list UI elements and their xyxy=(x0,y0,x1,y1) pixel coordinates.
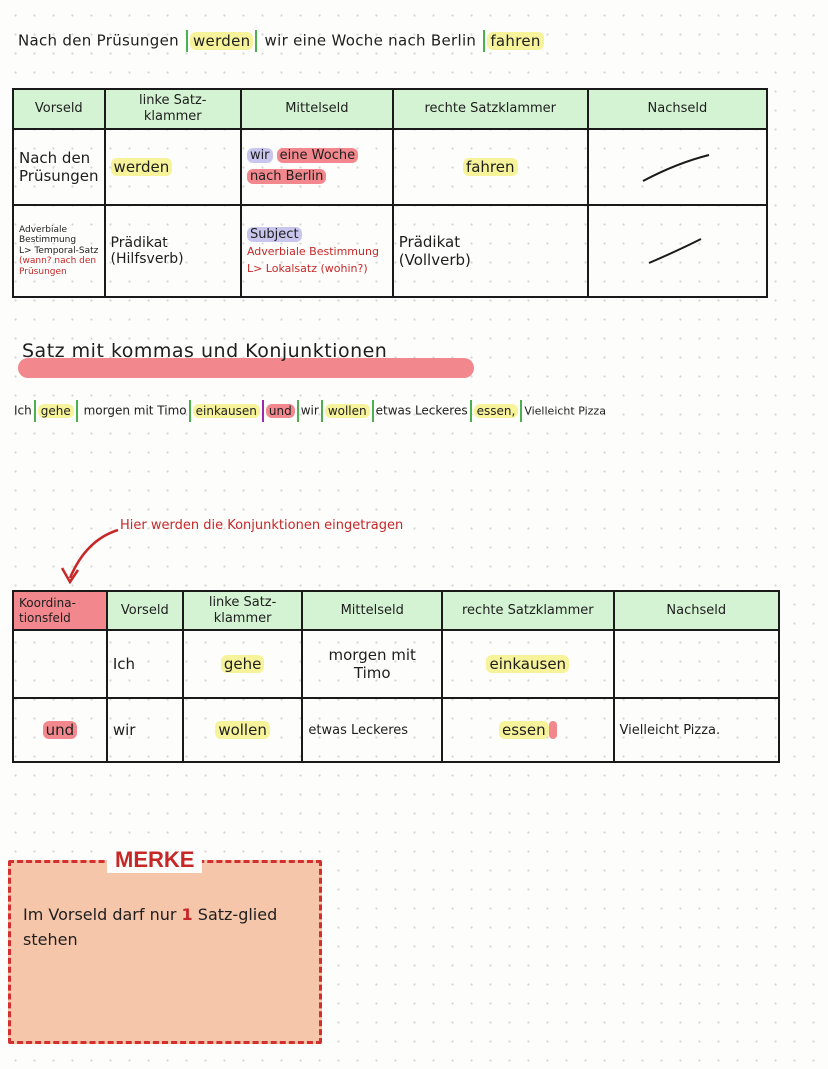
divider xyxy=(372,400,374,422)
merke-text-b: Satz-glied stehen xyxy=(23,905,278,949)
verb-wollen: wollen xyxy=(215,721,270,739)
t2-r2-vorfeld: wir xyxy=(107,698,183,762)
divider xyxy=(262,400,264,422)
t2-r1-mittel: morgen mit Timo xyxy=(302,630,442,698)
sentence-1 xyxy=(18,30,544,52)
merke-text-a: Im Vorseld darf nur xyxy=(23,905,177,924)
divider xyxy=(297,400,299,422)
cell-vorfeld: Nach den Prüsungen xyxy=(13,129,105,205)
s2-conjunction: und xyxy=(266,404,295,418)
divider xyxy=(520,400,522,422)
t2-r2-links xyxy=(183,698,303,762)
empty-slash-icon xyxy=(637,231,717,271)
header-vorfeld-2: Vorseld xyxy=(107,591,183,630)
header-mittelfeld: Mittelseld xyxy=(241,89,393,129)
conjunction-und: und xyxy=(43,721,78,739)
merke-title: MERKE xyxy=(107,847,202,873)
section-heading: Satz mit kommas und Konjunktionen xyxy=(22,340,388,362)
field-table-1 xyxy=(12,88,768,298)
t2-r1-vorfeld: Ich xyxy=(107,630,183,698)
t2-r2-nachfeld: Vielleicht Pizza. xyxy=(614,698,779,762)
s2-verb: gehe xyxy=(38,404,74,418)
cell-rechte-function xyxy=(393,205,588,297)
cell-nachfeld xyxy=(588,129,767,205)
label-lokalsatz: L> Lokalsatz (wohin?) xyxy=(246,261,368,275)
label-vollverb: (Vollverb) xyxy=(398,251,471,269)
header-linke-klammer-2: linke Satz-klammer xyxy=(183,591,303,630)
label-wann: (wann? nach den Prüsungen xyxy=(19,256,97,277)
cell-linke-function xyxy=(105,205,241,297)
verb-einkausen: einkausen xyxy=(486,655,569,673)
s2-mittelfeld: morgen mit Timo xyxy=(83,403,187,418)
s2-nachfeld: Vielleicht Pizza xyxy=(524,404,606,418)
adverbial-eine-woche: eine Woche xyxy=(277,148,358,163)
t2-r2-mittel: etwas Leckeres xyxy=(302,698,442,762)
label-adverbiale: Adverbiale Bestimmung xyxy=(19,225,77,246)
divider xyxy=(483,30,485,52)
verb-essen: essen xyxy=(499,721,549,739)
label-temporalsatz: L> Temporal-Satz xyxy=(19,245,99,256)
t2-r2-koordination xyxy=(13,698,107,762)
cell-linke-klammer xyxy=(105,129,241,205)
divider xyxy=(255,30,257,52)
empty-slash-icon xyxy=(637,147,717,187)
merke-text xyxy=(23,903,313,953)
arrow-icon xyxy=(56,522,126,592)
annotation-text: Hier werden die Konjunktionen eingetragen xyxy=(120,518,404,533)
s2-verb2: einkausen xyxy=(193,404,260,418)
verb-fahren: fahren xyxy=(463,158,518,176)
merke-number: 1 xyxy=(181,905,193,924)
divider xyxy=(186,30,188,52)
label-adverbiale-bestimmung: Adverbiale Bestimmung xyxy=(246,245,379,259)
header-koordinationsfeld: Koordina-tionsfeld xyxy=(13,591,107,630)
s2-mittelfeld2: etwas Leckeres xyxy=(375,403,468,418)
s2-vorfeld: Ich xyxy=(14,403,32,418)
s2-verb4: essen, xyxy=(474,404,519,418)
subject-wir: wir xyxy=(247,148,273,163)
label-hilfsverb: (Hilfsverb) xyxy=(110,251,184,267)
cell-mittel-function xyxy=(241,205,393,297)
sentence-1-verb: werden xyxy=(190,32,253,50)
t2-r2-rechts xyxy=(442,698,614,762)
sentence-2 xyxy=(14,400,606,422)
label-praedikat: Prädikat xyxy=(110,235,168,251)
cell-rechte-klammer xyxy=(393,129,588,205)
t2-r1-rechts xyxy=(442,630,614,698)
comma-mark xyxy=(549,721,557,739)
header-nachfeld: Nachseld xyxy=(588,89,767,129)
cell-mittelfeld xyxy=(241,129,393,205)
header-mittelfeld-2: Mittelseld xyxy=(302,591,442,630)
cell-nachfeld-function xyxy=(588,205,767,297)
verb-werden: werden xyxy=(111,158,173,176)
adverbial-nach-berlin: nach Berlin xyxy=(247,169,326,184)
sentence-1-mittelfeld: wir eine Woche nach Berlin xyxy=(264,31,477,50)
divider xyxy=(34,400,36,422)
merke-box xyxy=(8,847,322,1044)
t2-r1-koordination xyxy=(13,630,107,698)
field-table-2 xyxy=(12,590,780,763)
header-rechte-klammer: rechte Satzklammer xyxy=(393,89,588,129)
label-praedikat-2: Prädikat xyxy=(398,233,461,251)
header-rechte-klammer-2: rechte Satzklammer xyxy=(442,591,614,630)
divider xyxy=(189,400,191,422)
header-linke-klammer: linke Satz-klammer xyxy=(105,89,241,129)
cell-vorfeld-function xyxy=(13,205,105,297)
sentence-1-verb2: fahren xyxy=(487,32,543,50)
verb-gehe: gehe xyxy=(221,655,265,673)
divider xyxy=(76,400,78,422)
t2-r1-nachfeld xyxy=(614,630,779,698)
s2-subject: wir xyxy=(300,403,319,418)
sentence-1-vorfeld: Nach den Prüsungen xyxy=(18,31,179,50)
divider xyxy=(470,400,472,422)
divider xyxy=(321,400,323,422)
t2-r1-links xyxy=(183,630,303,698)
s2-verb3: wollen xyxy=(325,404,370,418)
header-vorfeld: Vorseld xyxy=(13,89,105,129)
header-nachfeld-2: Nachseld xyxy=(614,591,779,630)
label-subject: Subject xyxy=(247,227,302,242)
